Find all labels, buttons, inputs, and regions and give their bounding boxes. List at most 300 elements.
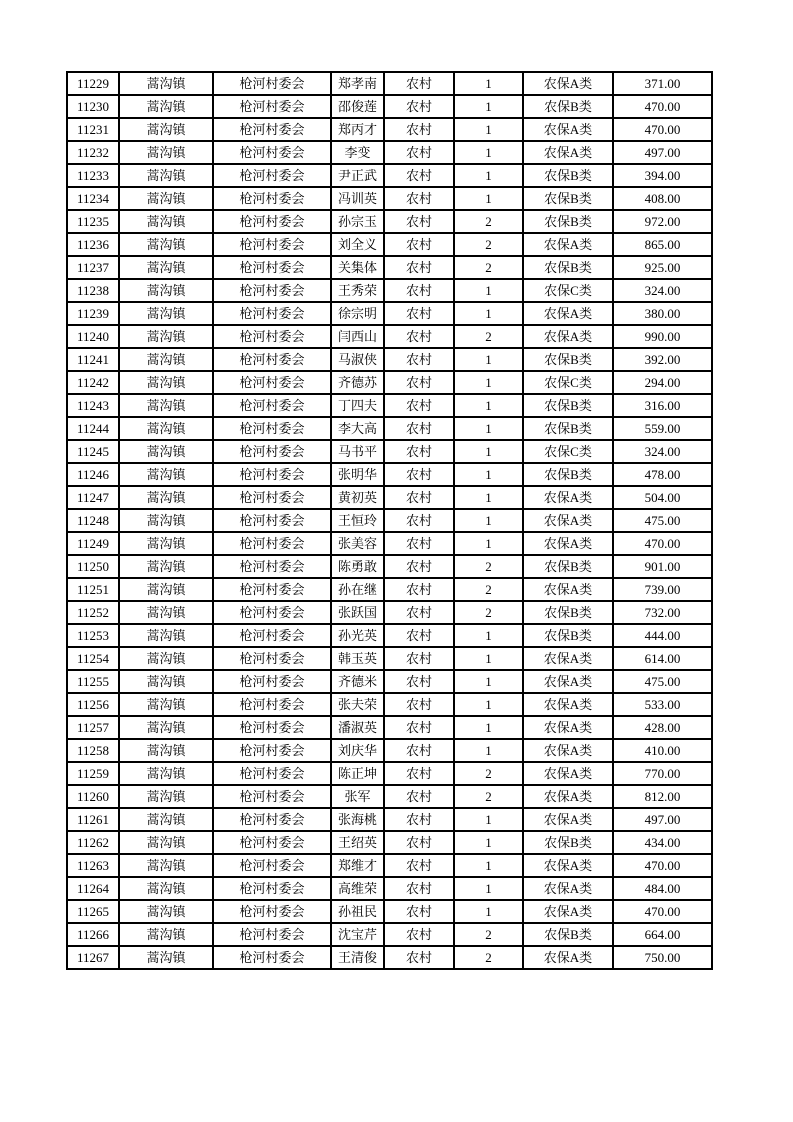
cell-amount: 475.00: [613, 509, 712, 532]
cell-amount: 394.00: [613, 164, 712, 187]
cell-id: 11259: [67, 762, 119, 785]
cell-amount: 371.00: [613, 72, 712, 95]
cell-id: 11237: [67, 256, 119, 279]
cell-id: 11266: [67, 923, 119, 946]
cell-residence-type: 农村: [384, 394, 454, 417]
cell-person-count: 1: [454, 509, 523, 532]
cell-person-count: 1: [454, 417, 523, 440]
cell-residence-type: 农村: [384, 716, 454, 739]
cell-town: 蒿沟镇: [119, 923, 213, 946]
cell-village: 枪河村委会: [213, 831, 331, 854]
cell-id: 11255: [67, 670, 119, 693]
cell-amount: 470.00: [613, 95, 712, 118]
cell-person-name: 马书平: [331, 440, 384, 463]
table-row: [67, 601, 712, 624]
cell-residence-type: 农村: [384, 233, 454, 256]
cell-person-name: 冯训英: [331, 187, 384, 210]
cell-village: 枪河村委会: [213, 164, 331, 187]
cell-person-count: 1: [454, 118, 523, 141]
cell-residence-type: 农村: [384, 762, 454, 785]
table-row: [67, 394, 712, 417]
cell-town: 蒿沟镇: [119, 417, 213, 440]
cell-id: 11240: [67, 325, 119, 348]
cell-village: 枪河村委会: [213, 670, 331, 693]
cell-residence-type: 农村: [384, 141, 454, 164]
cell-amount: 972.00: [613, 210, 712, 233]
cell-town: 蒿沟镇: [119, 210, 213, 233]
cell-town: 蒿沟镇: [119, 187, 213, 210]
cell-insurance-category: 农保B类: [523, 394, 613, 417]
cell-insurance-category: 农保A类: [523, 233, 613, 256]
cell-person-name: 孙宗玉: [331, 210, 384, 233]
cell-insurance-category: 农保C类: [523, 440, 613, 463]
cell-amount: 428.00: [613, 716, 712, 739]
table-row: [67, 532, 712, 555]
cell-person-count: 2: [454, 233, 523, 256]
cell-person-count: 1: [454, 302, 523, 325]
cell-amount: 812.00: [613, 785, 712, 808]
cell-amount: 504.00: [613, 486, 712, 509]
cell-person-count: 1: [454, 463, 523, 486]
cell-insurance-category: 农保B类: [523, 831, 613, 854]
cell-insurance-category: 农保A类: [523, 325, 613, 348]
cell-residence-type: 农村: [384, 923, 454, 946]
cell-amount: 470.00: [613, 118, 712, 141]
cell-amount: 410.00: [613, 739, 712, 762]
cell-residence-type: 农村: [384, 509, 454, 532]
cell-person-name: 徐宗明: [331, 302, 384, 325]
cell-id: 11267: [67, 946, 119, 969]
table-row: [67, 95, 712, 118]
cell-id: 11262: [67, 831, 119, 854]
cell-person-name: 齐德米: [331, 670, 384, 693]
cell-residence-type: 农村: [384, 624, 454, 647]
cell-person-name: 高维荣: [331, 877, 384, 900]
cell-town: 蒿沟镇: [119, 72, 213, 95]
cell-id: 11232: [67, 141, 119, 164]
subsidy-table: [66, 71, 713, 970]
cell-insurance-category: 农保B类: [523, 923, 613, 946]
cell-person-count: 1: [454, 279, 523, 302]
cell-person-name: 张军: [331, 785, 384, 808]
table-row: [67, 279, 712, 302]
cell-village: 枪河村委会: [213, 946, 331, 969]
cell-amount: 470.00: [613, 900, 712, 923]
cell-town: 蒿沟镇: [119, 118, 213, 141]
cell-village: 枪河村委会: [213, 371, 331, 394]
table-row: [67, 440, 712, 463]
cell-id: 11260: [67, 785, 119, 808]
cell-person-name: 王秀荣: [331, 279, 384, 302]
table-row: [67, 302, 712, 325]
cell-person-name: 关集体: [331, 256, 384, 279]
cell-village: 枪河村委会: [213, 555, 331, 578]
cell-id: 11231: [67, 118, 119, 141]
cell-person-count: 1: [454, 394, 523, 417]
cell-person-name: 孙在继: [331, 578, 384, 601]
cell-person-name: 孙祖民: [331, 900, 384, 923]
cell-amount: 444.00: [613, 624, 712, 647]
cell-person-name: 张夫荣: [331, 693, 384, 716]
cell-person-count: 1: [454, 831, 523, 854]
cell-residence-type: 农村: [384, 325, 454, 348]
cell-village: 枪河村委会: [213, 578, 331, 601]
table-row: [67, 762, 712, 785]
cell-insurance-category: 农保A类: [523, 141, 613, 164]
cell-person-count: 2: [454, 762, 523, 785]
cell-town: 蒿沟镇: [119, 670, 213, 693]
cell-village: 枪河村委会: [213, 394, 331, 417]
cell-town: 蒿沟镇: [119, 785, 213, 808]
cell-amount: 408.00: [613, 187, 712, 210]
cell-residence-type: 农村: [384, 118, 454, 141]
table-row: [67, 578, 712, 601]
cell-residence-type: 农村: [384, 256, 454, 279]
table-body: [67, 72, 712, 969]
cell-person-name: 张美容: [331, 532, 384, 555]
cell-insurance-category: 农保B类: [523, 256, 613, 279]
cell-amount: 392.00: [613, 348, 712, 371]
cell-amount: 316.00: [613, 394, 712, 417]
cell-residence-type: 农村: [384, 831, 454, 854]
cell-person-count: 2: [454, 785, 523, 808]
cell-insurance-category: 农保A类: [523, 716, 613, 739]
cell-residence-type: 农村: [384, 670, 454, 693]
cell-insurance-category: 农保A类: [523, 877, 613, 900]
cell-village: 枪河村委会: [213, 716, 331, 739]
cell-town: 蒿沟镇: [119, 394, 213, 417]
cell-person-name: 王清俊: [331, 946, 384, 969]
cell-amount: 324.00: [613, 279, 712, 302]
cell-village: 枪河村委会: [213, 693, 331, 716]
cell-person-name: 郑维才: [331, 854, 384, 877]
cell-amount: 380.00: [613, 302, 712, 325]
cell-person-count: 1: [454, 440, 523, 463]
cell-id: 11236: [67, 233, 119, 256]
cell-village: 枪河村委会: [213, 118, 331, 141]
cell-id: 11254: [67, 647, 119, 670]
cell-town: 蒿沟镇: [119, 164, 213, 187]
cell-person-count: 1: [454, 348, 523, 371]
cell-village: 枪河村委会: [213, 233, 331, 256]
cell-person-count: 1: [454, 187, 523, 210]
cell-amount: 990.00: [613, 325, 712, 348]
cell-village: 枪河村委会: [213, 923, 331, 946]
cell-amount: 470.00: [613, 854, 712, 877]
cell-residence-type: 农村: [384, 693, 454, 716]
cell-id: 11261: [67, 808, 119, 831]
cell-residence-type: 农村: [384, 854, 454, 877]
cell-village: 枪河村委会: [213, 417, 331, 440]
cell-village: 枪河村委会: [213, 532, 331, 555]
cell-person-name: 韩玉英: [331, 647, 384, 670]
cell-id: 11234: [67, 187, 119, 210]
cell-insurance-category: 农保C类: [523, 371, 613, 394]
cell-town: 蒿沟镇: [119, 371, 213, 394]
cell-id: 11247: [67, 486, 119, 509]
cell-amount: 478.00: [613, 463, 712, 486]
cell-insurance-category: 农保A类: [523, 739, 613, 762]
cell-person-count: 2: [454, 210, 523, 233]
table-row: [67, 325, 712, 348]
table-row: [67, 256, 712, 279]
cell-person-count: 1: [454, 877, 523, 900]
cell-id: 11249: [67, 532, 119, 555]
cell-amount: 475.00: [613, 670, 712, 693]
cell-insurance-category: 农保A类: [523, 785, 613, 808]
cell-village: 枪河村委会: [213, 601, 331, 624]
cell-residence-type: 农村: [384, 486, 454, 509]
cell-town: 蒿沟镇: [119, 233, 213, 256]
cell-amount: 470.00: [613, 532, 712, 555]
table-row: [67, 877, 712, 900]
table-row: [67, 417, 712, 440]
cell-village: 枪河村委会: [213, 141, 331, 164]
cell-town: 蒿沟镇: [119, 555, 213, 578]
cell-person-count: 1: [454, 739, 523, 762]
table-row: [67, 555, 712, 578]
cell-amount: 664.00: [613, 923, 712, 946]
cell-village: 枪河村委会: [213, 739, 331, 762]
cell-person-count: 1: [454, 808, 523, 831]
table-row: [67, 233, 712, 256]
cell-insurance-category: 农保A类: [523, 118, 613, 141]
cell-id: 11230: [67, 95, 119, 118]
cell-insurance-category: 农保B类: [523, 417, 613, 440]
cell-insurance-category: 农保A类: [523, 302, 613, 325]
cell-insurance-category: 农保B类: [523, 187, 613, 210]
cell-person-name: 郑孝南: [331, 72, 384, 95]
cell-insurance-category: 农保A类: [523, 808, 613, 831]
cell-insurance-category: 农保C类: [523, 279, 613, 302]
cell-amount: 484.00: [613, 877, 712, 900]
cell-town: 蒿沟镇: [119, 256, 213, 279]
cell-residence-type: 农村: [384, 739, 454, 762]
cell-amount: 750.00: [613, 946, 712, 969]
table-row: [67, 808, 712, 831]
cell-id: 11251: [67, 578, 119, 601]
cell-id: 11238: [67, 279, 119, 302]
cell-id: 11235: [67, 210, 119, 233]
cell-id: 11233: [67, 164, 119, 187]
cell-amount: 614.00: [613, 647, 712, 670]
cell-village: 枪河村委会: [213, 463, 331, 486]
cell-amount: 434.00: [613, 831, 712, 854]
cell-id: 11252: [67, 601, 119, 624]
cell-insurance-category: 农保A类: [523, 486, 613, 509]
cell-residence-type: 农村: [384, 279, 454, 302]
cell-id: 11250: [67, 555, 119, 578]
cell-town: 蒿沟镇: [119, 95, 213, 118]
cell-person-name: 刘庆华: [331, 739, 384, 762]
cell-town: 蒿沟镇: [119, 578, 213, 601]
cell-village: 枪河村委会: [213, 486, 331, 509]
cell-person-count: 1: [454, 693, 523, 716]
cell-person-count: 2: [454, 555, 523, 578]
cell-person-name: 齐德苏: [331, 371, 384, 394]
cell-village: 枪河村委会: [213, 95, 331, 118]
cell-person-count: 1: [454, 716, 523, 739]
cell-person-name: 闫西山: [331, 325, 384, 348]
cell-id: 11244: [67, 417, 119, 440]
cell-person-count: 1: [454, 624, 523, 647]
table-row: [67, 693, 712, 716]
table-row: [67, 716, 712, 739]
table-row: [67, 831, 712, 854]
table-row: [67, 463, 712, 486]
cell-insurance-category: 农保A类: [523, 578, 613, 601]
cell-town: 蒿沟镇: [119, 762, 213, 785]
cell-id: 11256: [67, 693, 119, 716]
cell-amount: 497.00: [613, 808, 712, 831]
cell-town: 蒿沟镇: [119, 739, 213, 762]
cell-residence-type: 农村: [384, 95, 454, 118]
cell-residence-type: 农村: [384, 785, 454, 808]
cell-amount: 770.00: [613, 762, 712, 785]
cell-town: 蒿沟镇: [119, 624, 213, 647]
cell-amount: 732.00: [613, 601, 712, 624]
table-row: [67, 371, 712, 394]
cell-residence-type: 农村: [384, 578, 454, 601]
cell-insurance-category: 农保B类: [523, 601, 613, 624]
cell-person-count: 2: [454, 923, 523, 946]
cell-village: 枪河村委会: [213, 348, 331, 371]
cell-residence-type: 农村: [384, 348, 454, 371]
cell-person-count: 2: [454, 578, 523, 601]
table-row: [67, 141, 712, 164]
table-row: [67, 509, 712, 532]
cell-town: 蒿沟镇: [119, 647, 213, 670]
cell-insurance-category: 农保A类: [523, 72, 613, 95]
cell-town: 蒿沟镇: [119, 302, 213, 325]
table-row: [67, 72, 712, 95]
cell-residence-type: 农村: [384, 532, 454, 555]
cell-residence-type: 农村: [384, 187, 454, 210]
cell-id: 11242: [67, 371, 119, 394]
cell-amount: 497.00: [613, 141, 712, 164]
cell-insurance-category: 农保B类: [523, 210, 613, 233]
cell-person-count: 1: [454, 854, 523, 877]
cell-town: 蒿沟镇: [119, 601, 213, 624]
cell-person-name: 邵俊莲: [331, 95, 384, 118]
cell-town: 蒿沟镇: [119, 440, 213, 463]
cell-residence-type: 农村: [384, 210, 454, 233]
cell-village: 枪河村委会: [213, 325, 331, 348]
cell-person-name: 沈宝芹: [331, 923, 384, 946]
cell-town: 蒿沟镇: [119, 808, 213, 831]
cell-insurance-category: 农保A类: [523, 670, 613, 693]
cell-village: 枪河村委会: [213, 440, 331, 463]
cell-town: 蒿沟镇: [119, 854, 213, 877]
table-row: [67, 210, 712, 233]
cell-village: 枪河村委会: [213, 72, 331, 95]
cell-village: 枪河村委会: [213, 624, 331, 647]
cell-person-count: 1: [454, 141, 523, 164]
cell-id: 11248: [67, 509, 119, 532]
table-row: [67, 647, 712, 670]
cell-person-name: 丁四夫: [331, 394, 384, 417]
cell-amount: 925.00: [613, 256, 712, 279]
cell-amount: 865.00: [613, 233, 712, 256]
cell-person-count: 1: [454, 900, 523, 923]
cell-id: 11258: [67, 739, 119, 762]
cell-insurance-category: 农保A类: [523, 647, 613, 670]
cell-residence-type: 农村: [384, 808, 454, 831]
table-row: [67, 348, 712, 371]
cell-person-name: 潘淑英: [331, 716, 384, 739]
cell-person-count: 2: [454, 601, 523, 624]
cell-amount: 294.00: [613, 371, 712, 394]
cell-id: 11229: [67, 72, 119, 95]
cell-person-count: 1: [454, 670, 523, 693]
cell-person-name: 张海桃: [331, 808, 384, 831]
cell-town: 蒿沟镇: [119, 463, 213, 486]
cell-id: 11253: [67, 624, 119, 647]
cell-town: 蒿沟镇: [119, 532, 213, 555]
cell-person-name: 张跃国: [331, 601, 384, 624]
table-row: [67, 854, 712, 877]
cell-person-name: 孙光英: [331, 624, 384, 647]
cell-person-name: 尹正武: [331, 164, 384, 187]
cell-person-count: 2: [454, 946, 523, 969]
cell-residence-type: 农村: [384, 877, 454, 900]
cell-residence-type: 农村: [384, 601, 454, 624]
cell-id: 11246: [67, 463, 119, 486]
cell-id: 11239: [67, 302, 119, 325]
cell-person-name: 黄初英: [331, 486, 384, 509]
table-row: [67, 118, 712, 141]
table-row: [67, 670, 712, 693]
cell-residence-type: 农村: [384, 900, 454, 923]
cell-person-name: 王绍英: [331, 831, 384, 854]
cell-town: 蒿沟镇: [119, 141, 213, 164]
cell-person-count: 1: [454, 486, 523, 509]
cell-person-name: 张明华: [331, 463, 384, 486]
cell-person-count: 1: [454, 532, 523, 555]
cell-insurance-category: 农保A类: [523, 900, 613, 923]
cell-town: 蒿沟镇: [119, 900, 213, 923]
cell-residence-type: 农村: [384, 302, 454, 325]
cell-insurance-category: 农保A类: [523, 693, 613, 716]
cell-person-name: 马淑侠: [331, 348, 384, 371]
cell-person-count: 1: [454, 164, 523, 187]
cell-town: 蒿沟镇: [119, 486, 213, 509]
cell-amount: 739.00: [613, 578, 712, 601]
cell-village: 枪河村委会: [213, 302, 331, 325]
cell-person-count: 2: [454, 256, 523, 279]
cell-residence-type: 农村: [384, 463, 454, 486]
cell-residence-type: 农村: [384, 72, 454, 95]
cell-residence-type: 农村: [384, 946, 454, 969]
cell-town: 蒿沟镇: [119, 693, 213, 716]
cell-insurance-category: 农保A类: [523, 946, 613, 969]
cell-village: 枪河村委会: [213, 762, 331, 785]
table-row: [67, 923, 712, 946]
cell-village: 枪河村委会: [213, 279, 331, 302]
cell-residence-type: 农村: [384, 440, 454, 463]
cell-town: 蒿沟镇: [119, 877, 213, 900]
table-row: [67, 486, 712, 509]
cell-residence-type: 农村: [384, 417, 454, 440]
cell-village: 枪河村委会: [213, 187, 331, 210]
cell-town: 蒿沟镇: [119, 279, 213, 302]
cell-insurance-category: 农保B类: [523, 624, 613, 647]
cell-amount: 901.00: [613, 555, 712, 578]
cell-person-count: 1: [454, 95, 523, 118]
cell-id: 11264: [67, 877, 119, 900]
cell-town: 蒿沟镇: [119, 716, 213, 739]
table-row: [67, 187, 712, 210]
